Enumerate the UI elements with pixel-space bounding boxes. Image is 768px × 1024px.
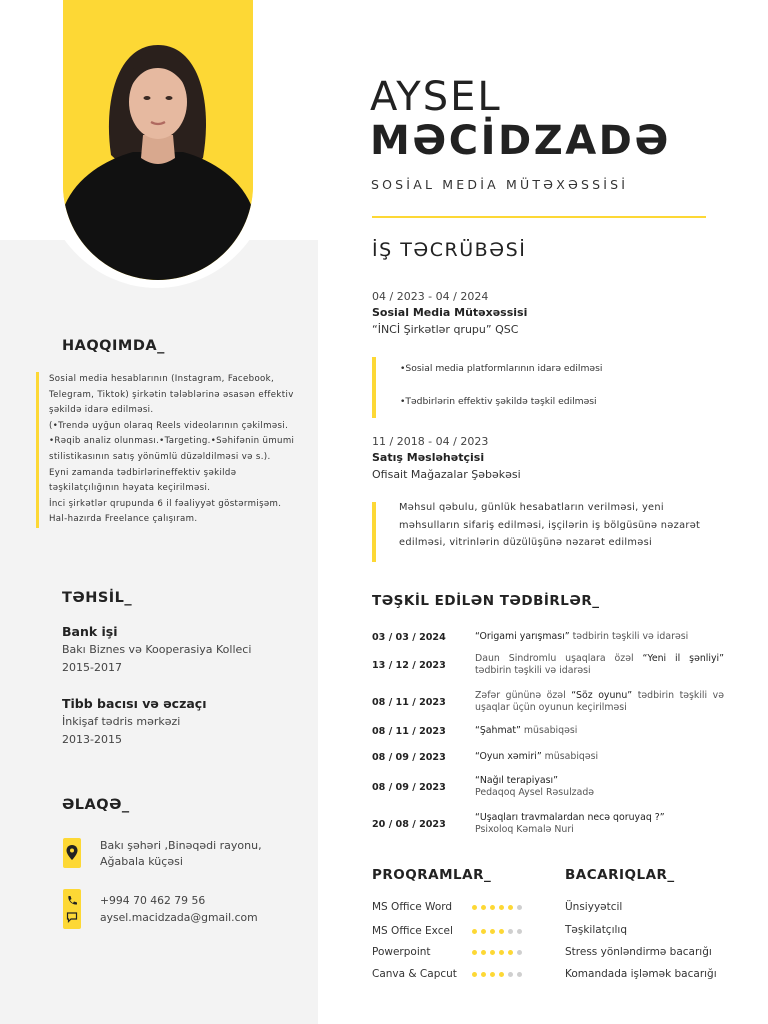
event-line2: Pedaqoq Aysel Rəsulzadə [475, 787, 595, 798]
location-icon-box [63, 838, 81, 868]
program-item [372, 925, 532, 937]
rating-dot [490, 929, 495, 934]
job-company: Ofisait Mağazalar Şəbəkəsi [372, 468, 521, 481]
program-rating [472, 929, 522, 934]
about-line: Eyni zamanda tədbirlərineffektiv şəkildə [49, 467, 237, 478]
rating-dot [517, 950, 522, 955]
event-desc: tədbirin təşkili və idarəsi [569, 631, 689, 642]
experience-title: İŞ TƏCRÜBƏSİ [372, 239, 527, 261]
about-title: HAQQIMDA_ [62, 338, 165, 354]
about-line: Telegram, Tiktok) şirkətin tələblərinə əsasən effektiv [49, 389, 294, 400]
about-line: İnci şirkətlər qrupunda 6 il fəaliyyət göstərmişəm. [49, 498, 282, 509]
contact-address-line2: Ağabala küçəsi [100, 855, 183, 868]
job-accent-bar [372, 502, 376, 562]
event-row [372, 811, 724, 837]
about-line: Hal-hazırda Freelance çalışıram. [49, 514, 198, 525]
event-highlight: “Uşaqları travmalardan necə qoruyaq ?” [475, 812, 665, 823]
event-line2: uşaqlar üçün oyunun keçirilməsi [475, 702, 627, 713]
education-school: İnkişaf tədris mərkəzi [62, 715, 181, 728]
event-date: 13 / 12 / 2023 [372, 659, 446, 671]
event-date: 08 / 11 / 2023 [372, 696, 446, 708]
rating-dot [508, 950, 513, 955]
event-date: 08 / 09 / 2023 [372, 751, 446, 763]
event-highlight: “Şahmat” [475, 725, 521, 736]
event-row [372, 723, 724, 739]
job-description-line: məhsulların sifariş edilməsi, işçilərin iş bölgüsünə nəzarət [399, 519, 701, 531]
job-dates: 04 / 2023 - 04 / 2024 [372, 290, 489, 303]
job-position: Sosial Media Mütəxəssisi [372, 306, 528, 319]
about-line: Sosial media hesablarının (Instagram, Facebook, [49, 374, 275, 384]
program-item [372, 946, 532, 958]
program-name: MS Office Word [372, 901, 453, 913]
event-row [372, 749, 724, 765]
event-row [372, 689, 724, 715]
job-dates: 11 / 2018 - 04 / 2023 [372, 435, 489, 448]
rating-dot [517, 929, 522, 934]
job-company: “İNCİ Şirkətlər qrupu” QSC [372, 323, 519, 336]
education-degree: Bank işi [62, 624, 118, 639]
rating-dot [490, 972, 495, 977]
contact-address-line1: Bakı şəhəri ,Binəqədi rayonu, [100, 839, 262, 852]
programs-title: PROQRAMLAR_ [372, 867, 492, 883]
program-item [372, 968, 532, 980]
event-text [475, 751, 724, 763]
program-item [372, 901, 532, 913]
event-line2: Psixoloq Kəmalə Nuri [475, 824, 574, 835]
job-role: SOSİAL MEDİA MÜTƏXƏSSİSİ [371, 177, 629, 192]
rating-dot [499, 905, 504, 910]
location-icon [63, 838, 81, 868]
rating-dot [499, 950, 504, 955]
rating-dot [508, 972, 513, 977]
program-name: Canva & Capcut [372, 968, 457, 980]
program-rating [472, 950, 522, 955]
rating-dot [517, 972, 522, 977]
education-degree: Tibb bacısı və əczaçı [62, 696, 207, 711]
job-bullet: •Tədbirlərin effektiv şəkildə təşkil edilməsi [400, 396, 597, 407]
contact-phone[interactable]: +994 70 462 79 56 [100, 894, 206, 907]
event-desc: müsabiqəsi [541, 751, 599, 762]
rating-dot [499, 972, 504, 977]
event-prefix: Zəfər gününə özəl [475, 690, 572, 701]
phone-email-icon-box [63, 889, 81, 929]
event-highlight: “Oyun xəmiri” [475, 751, 542, 762]
skill-item: Təşkilatçılıq [565, 924, 628, 936]
last-name: MƏCİDZADƏ [370, 118, 671, 164]
job-description-line: Məhsul qəbulu, günlük hesabatların verilməsi, yeni [399, 502, 664, 513]
event-text [475, 690, 724, 714]
event-text [475, 631, 724, 643]
event-row [372, 629, 724, 645]
about-line: şəkildə idarə edilməsi. [49, 405, 154, 416]
job-accent-bar [372, 357, 376, 418]
chat-icon [68, 913, 77, 922]
skill-item: Komandada işləmək bacarığı [565, 968, 717, 980]
skills-title: BACARIQLAR_ [565, 867, 675, 883]
event-date: 08 / 11 / 2023 [372, 725, 446, 737]
rating-dot [508, 929, 513, 934]
first-name: AYSEL [370, 74, 502, 120]
contact-email[interactable]: aysel.macidzada@gmail.com [100, 911, 258, 924]
event-text [475, 725, 724, 737]
rating-dot [490, 950, 495, 955]
job-description-line: edilməsi, vitrinlərin düzülüşünə nəzarət edilməsi [399, 537, 653, 548]
program-rating [472, 905, 522, 910]
rating-dot [481, 929, 486, 934]
education-school: Bakı Biznes və Kooperasiya Kolleci [62, 643, 252, 656]
skill-item: Ünsiyyətcil [565, 901, 623, 913]
event-highlight: “Nağıl terapiyası” [475, 775, 558, 786]
event-prefix: Daun Sindromlu uşaqlara özəl [475, 653, 643, 664]
event-highlight: “Söz oyunu” [571, 690, 633, 701]
about-line: stilistikasının satış yönümlü düzəldilməsi və s.). [49, 451, 271, 462]
rating-dot [481, 905, 486, 910]
event-text [475, 653, 724, 677]
about-line: (•Trendə uyğun olaraq Reels videolarının çəkilməsi. [49, 420, 289, 431]
rating-dot [517, 905, 522, 910]
about-line: •Rəqib analiz olunması.•Targeting.•Səhifənin ümumi [49, 436, 295, 447]
education-years: 2015-2017 [62, 661, 122, 674]
rating-dot [472, 972, 477, 977]
rating-dot [508, 905, 513, 910]
rating-dot [499, 929, 504, 934]
phone-icon [68, 896, 77, 905]
event-row [372, 652, 724, 678]
contact-title: ƏLAQƏ_ [62, 797, 130, 813]
education-title: TƏHSİL_ [62, 590, 133, 606]
event-line2: tədbirin təşkili və idarəsi [475, 665, 591, 676]
rating-dot [481, 972, 486, 977]
event-date: 03 / 03 / 2024 [372, 631, 446, 643]
event-highlight: “Yeni il şənliyi” [642, 653, 724, 664]
education-years: 2013-2015 [62, 733, 122, 746]
event-text [475, 775, 724, 799]
event-date: 20 / 08 / 2023 [372, 818, 446, 830]
events-title: TƏŞKİL EDİLƏN TƏDBİRLƏR_ [372, 593, 600, 609]
header-divider [372, 216, 706, 218]
job-description [399, 499, 700, 552]
rating-dot [472, 929, 477, 934]
rating-dot [472, 950, 477, 955]
job-bullet: •Sosial media platformlarının idarə edilməsi [400, 363, 603, 374]
program-rating [472, 972, 522, 977]
program-name: MS Office Excel [372, 925, 453, 937]
event-desc: tədbirin təşkili və [632, 690, 724, 701]
event-text [475, 812, 724, 836]
program-name: Powerpoint [372, 946, 431, 958]
skill-item: Stress yönləndirmə bacarığı [565, 946, 712, 958]
rating-dot [472, 905, 477, 910]
about-text [36, 372, 318, 528]
profile-photo [63, 40, 253, 280]
rating-dot [490, 905, 495, 910]
about-line: təşkilatçılığının həyata keçirilməsi. [49, 483, 211, 494]
event-highlight: “Origami yarışması” [475, 631, 570, 642]
job-position: Satış Məsləhətçisi [372, 451, 485, 464]
event-desc: müsabiqəsi [520, 725, 578, 736]
event-row [372, 774, 724, 800]
event-date: 08 / 09 / 2023 [372, 781, 446, 793]
rating-dot [481, 950, 486, 955]
